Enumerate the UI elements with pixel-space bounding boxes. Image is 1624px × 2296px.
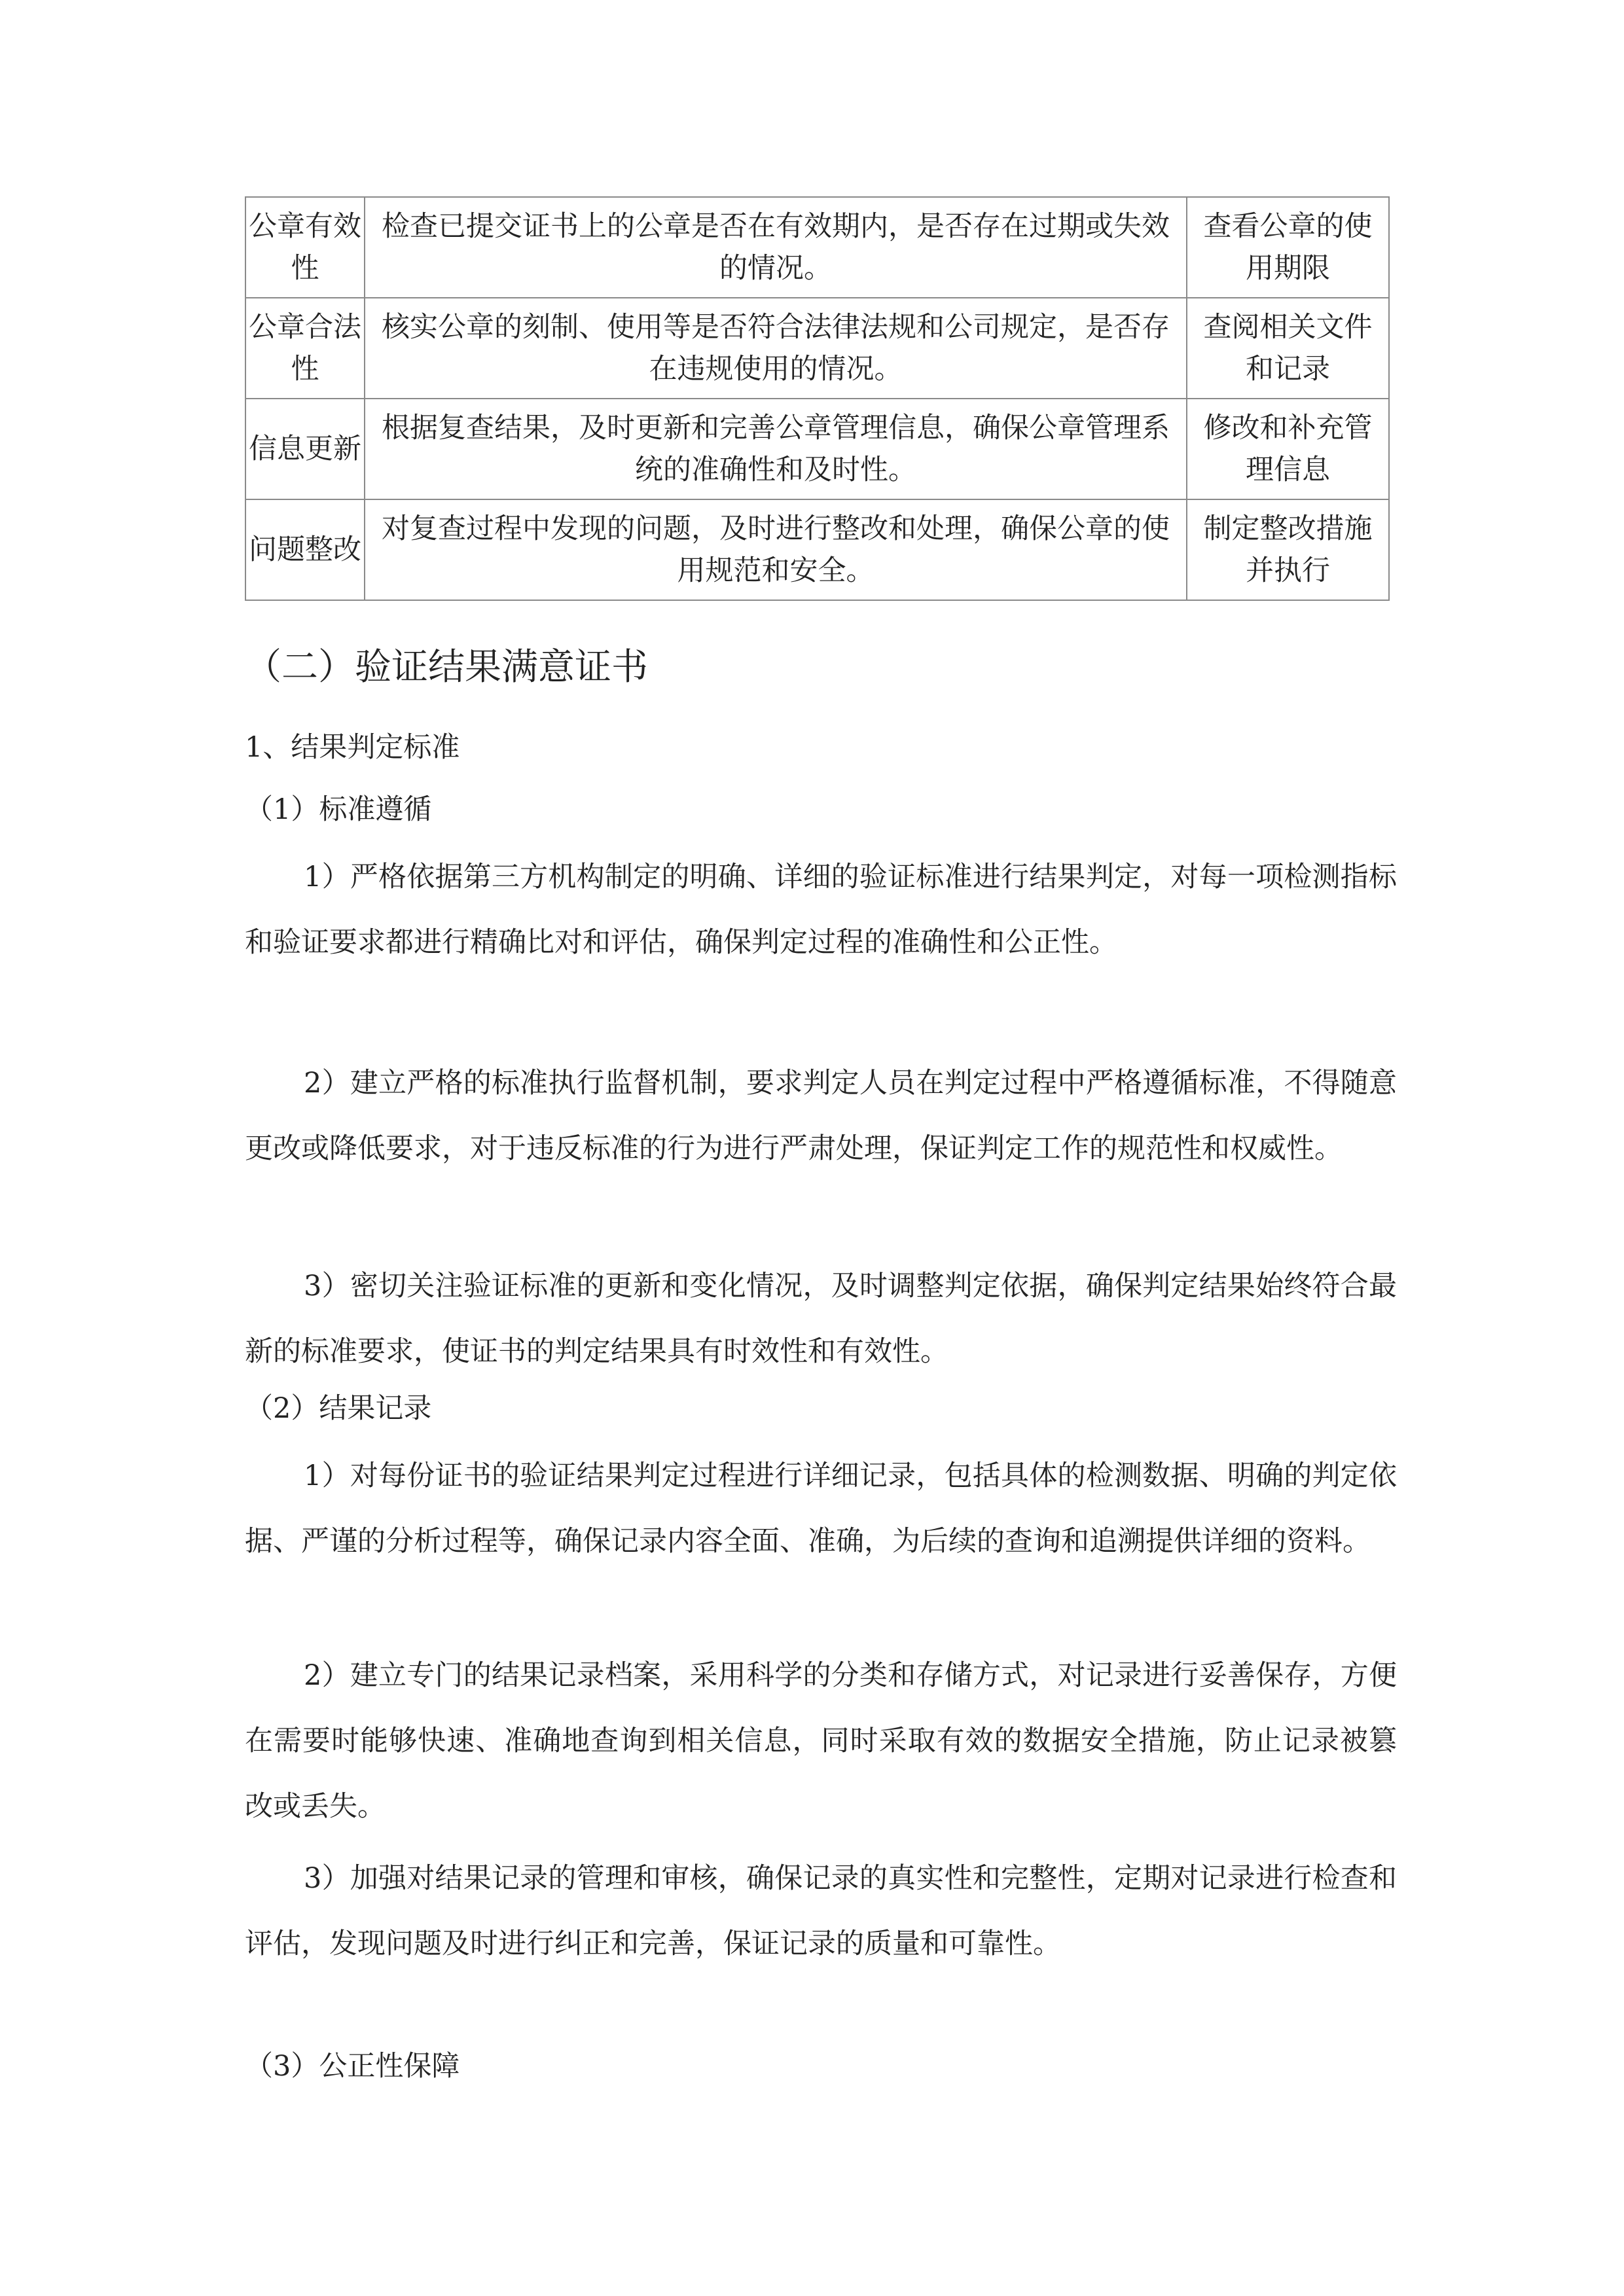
table-cell-content: 检查已提交证书上的公章是否在有效期内，是否存在过期或失效的情况。	[365, 197, 1187, 298]
table-cell-content: 核实公章的刻制、使用等是否符合法律法规和公司规定，是否存在违规使用的情况。	[365, 298, 1187, 399]
table-cell-content: 对复查过程中发现的问题，及时进行整改和处理，确保公章的使用规范和安全。	[365, 499, 1187, 600]
table-row	[245, 197, 1389, 298]
paragraph: 1）对每份证书的验证结果判定过程进行详细记录，包括具体的检测数据、明确的判定依据、严谨的分析过程等，确保记录内容全面、准确，为后续的查询和追溯提供详细的资料。	[245, 1460, 1397, 1558]
paragraph: 1）严格依据第三方机构制定的明确、详细的验证标准进行结果判定，对每一项检测指标和验证要求都进行精确比对和评估，确保判定过程的准确性和公正性。	[245, 861, 1397, 959]
table-row	[245, 298, 1389, 399]
subsection-title: 1、结果判定标准	[245, 731, 460, 764]
table-cell-item: 问题整改	[245, 499, 365, 600]
table-row	[245, 399, 1389, 499]
table-cell-method: 查看公章的使用期限	[1187, 197, 1389, 298]
table-row	[245, 499, 1389, 600]
part-title-record: （2）结果记录	[245, 1392, 432, 1425]
seal-review-table	[245, 196, 1390, 601]
table-cell-content: 根据复查结果，及时更新和完善公章管理信息，确保公章管理系统的准确性和及时性。	[365, 399, 1187, 499]
table-cell-item: 公章有效性	[245, 197, 365, 298]
paragraph: 3）加强对结果记录的管理和审核，确保记录的真实性和完整性，定期对记录进行检查和评估，发现问题及时进行纠正和完善，保证记录的质量和可靠性。	[245, 1862, 1397, 1960]
paragraph: 2）建立严格的标准执行监督机制，要求判定人员在判定过程中严格遵循标准，不得随意更改或降低要求，对于违反标准的行为进行严肃处理，保证判定工作的规范性和权威性。	[245, 1067, 1397, 1165]
table-cell-method: 查阅相关文件和记录	[1187, 298, 1389, 399]
paragraph: 2）建立专门的结果记录档案，采用科学的分类和存储方式，对记录进行妥善保存，方便在需要时能够快速、准确地查询到相关信息，同时采取有效的数据安全措施，防止记录被篡改或丢失。	[245, 1659, 1397, 1823]
part-title-fairness: （3）公正性保障	[245, 2050, 460, 2083]
part-title-standard: （1）标准遵循	[245, 793, 432, 826]
paragraph: 3）密切关注验证标准的更新和变化情况，及时调整判定依据，确保判定结果始终符合最新的标准要求，使证书的判定结果具有时效性和有效性。	[245, 1270, 1397, 1368]
table-cell-method: 修改和补充管理信息	[1187, 399, 1389, 499]
table-cell-item: 公章合法性	[245, 298, 365, 399]
section-heading: （二）验证结果满意证书	[245, 646, 648, 689]
table-cell-method: 制定整改措施并执行	[1187, 499, 1389, 600]
table-cell-item: 信息更新	[245, 399, 365, 499]
